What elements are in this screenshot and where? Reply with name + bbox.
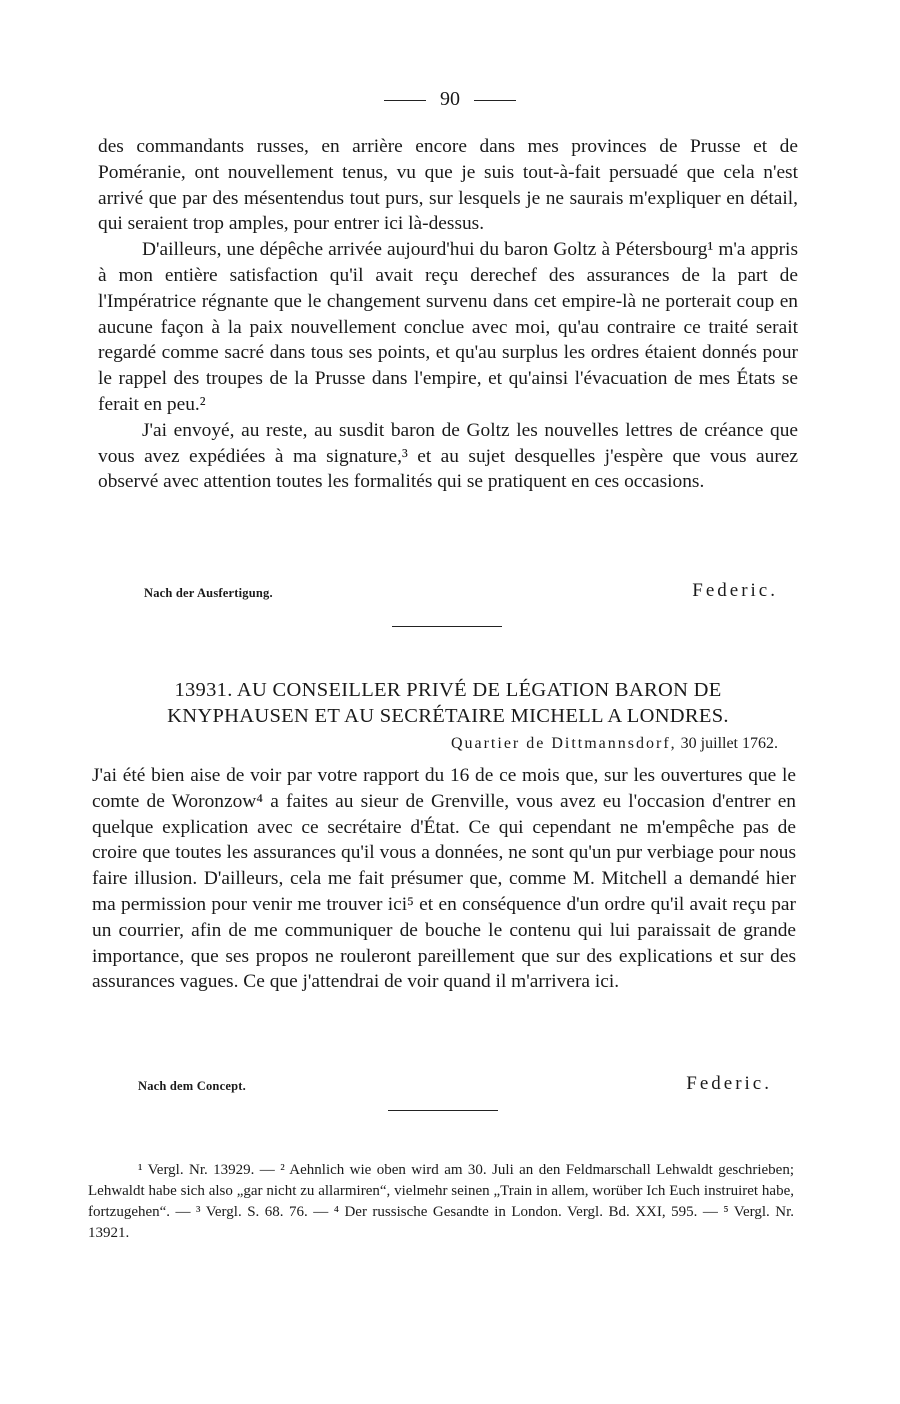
page-number: 90 [440, 88, 460, 110]
letter-1-paragraph-1: des commandants russes, en arrière encore dans mes provinces de Prusse et de Poméranie, ont nouvellement tenus, vu que je suis tout-à-fait persuadé que cela n'est arrivé que par des mésentendus tout purs, sur lesquels je ne saurais m'expliquer en détail, qui seraient trop amples, pour entrer ici là-dessus. [98, 136, 798, 235]
footnotes [88, 1160, 794, 1244]
letter-2-body [92, 763, 796, 995]
letter-1-paragraph-3: J'ai envoyé, au reste, au susdit baron de Goltz les nouvelles lettres de créance que vous avez expédiées à ma signature,³ et au sujet desquelles j'espère que vous aurez observé avec attention toutes les formalités qui se pratiquent en ces occasions. [98, 419, 798, 493]
letter-2-dateline [98, 735, 778, 753]
letter-1-paragraph-2: D'ailleurs, une dépêche arrivée aujourd'hui du baron Goltz à Pétersbourg¹ m'a appris à mon entière satisfaction qu'il avait reçu derechef des assurances de la part de l'Impératrice régnante que le changement survenu dans cet empire-là ne porterait coup en aucune façon à la paix nouvellement conclue avec moi, qu'au contraire ce traité serait regardé comme sacré dans tous ses points, et qu'au surplus les ordres étaient donnés pour le rappel des troupes de la Prusse dans l'empire, et qu'ainsi l'évacuation de mes États se ferait en peu.² [98, 239, 798, 415]
letter-1-source-note: Nach der Ausfertigung. [144, 586, 273, 600]
letter-2-signature: Federic. [686, 1073, 772, 1094]
page-number-row [0, 88, 900, 111]
letter-2-source-note: Nach dem Concept. [138, 1079, 246, 1093]
page-number-dash-right [474, 100, 516, 101]
letter-2-date-day: 30 juillet 1762. [680, 735, 778, 752]
letter-2-heading-line-1: 13931. AU CONSEILLER PRIVÉ DE LÉGATION BARON DE [174, 679, 722, 701]
letter-1-signature: Federic. [692, 580, 778, 601]
letter-2-heading-line-2: KNYPHAUSEN ET AU SECRÉTAIRE MICHELL A LONDRES. [167, 705, 729, 727]
footnotes-text: ¹ Vergl. Nr. 13929. — ² Aehnlich wie oben wird am 30. Juli an den Feldmarschall Lehwaldt geschrieben; Lehwaldt habe sich also „gar nicht zu allarmiren“, vielmehr seinen „Train in allem, worüber Ich Euch instruiret habe, fortzugehen“. — ³ Vergl. S. 68. 76. — ⁴ Der russische Gesandte in London. Vergl. Bd. XXI, 595. — ⁵ Vergl. Nr. 13921. [88, 1162, 794, 1241]
letter-2-heading [98, 677, 798, 729]
letter-1-body [98, 134, 798, 495]
separator-rule-1 [392, 626, 502, 627]
separator-rule-2 [388, 1110, 498, 1111]
page-number-dash-left [384, 100, 426, 101]
letter-2-paragraph: J'ai été bien aise de voir par votre rapport du 16 de ce mois que, sur les ouvertures que le comte de Woronzow⁴ a faites au sieur de Grenville, vous avez eu l'occasion d'entrer en quelque explication avec ce secrétaire d'État. Ce qui cependant ne m'empêche pas de croire que toutes les assurances qu'il vous a données, ne sont qu'un pur verbiage pour nous faire illusion. D'ailleurs, cela me fait présumer que, comme M. Mitchell a demandé hier ma permission pour venir me trouver ici⁵ et en conséquence d'un ordre qu'il avait reçu par un courrier, afin de me communiquer de bouche le contenu qui lui paraissait de grande importance, que ses propos ne rouleront pareillement que sur des explications et sur des assurances vagues. Ce que j'attendrai de voir quand il m'arrivera ici. [92, 765, 796, 993]
letter-2-date-place: Quartier de Dittmannsdorf, [450, 735, 677, 752]
